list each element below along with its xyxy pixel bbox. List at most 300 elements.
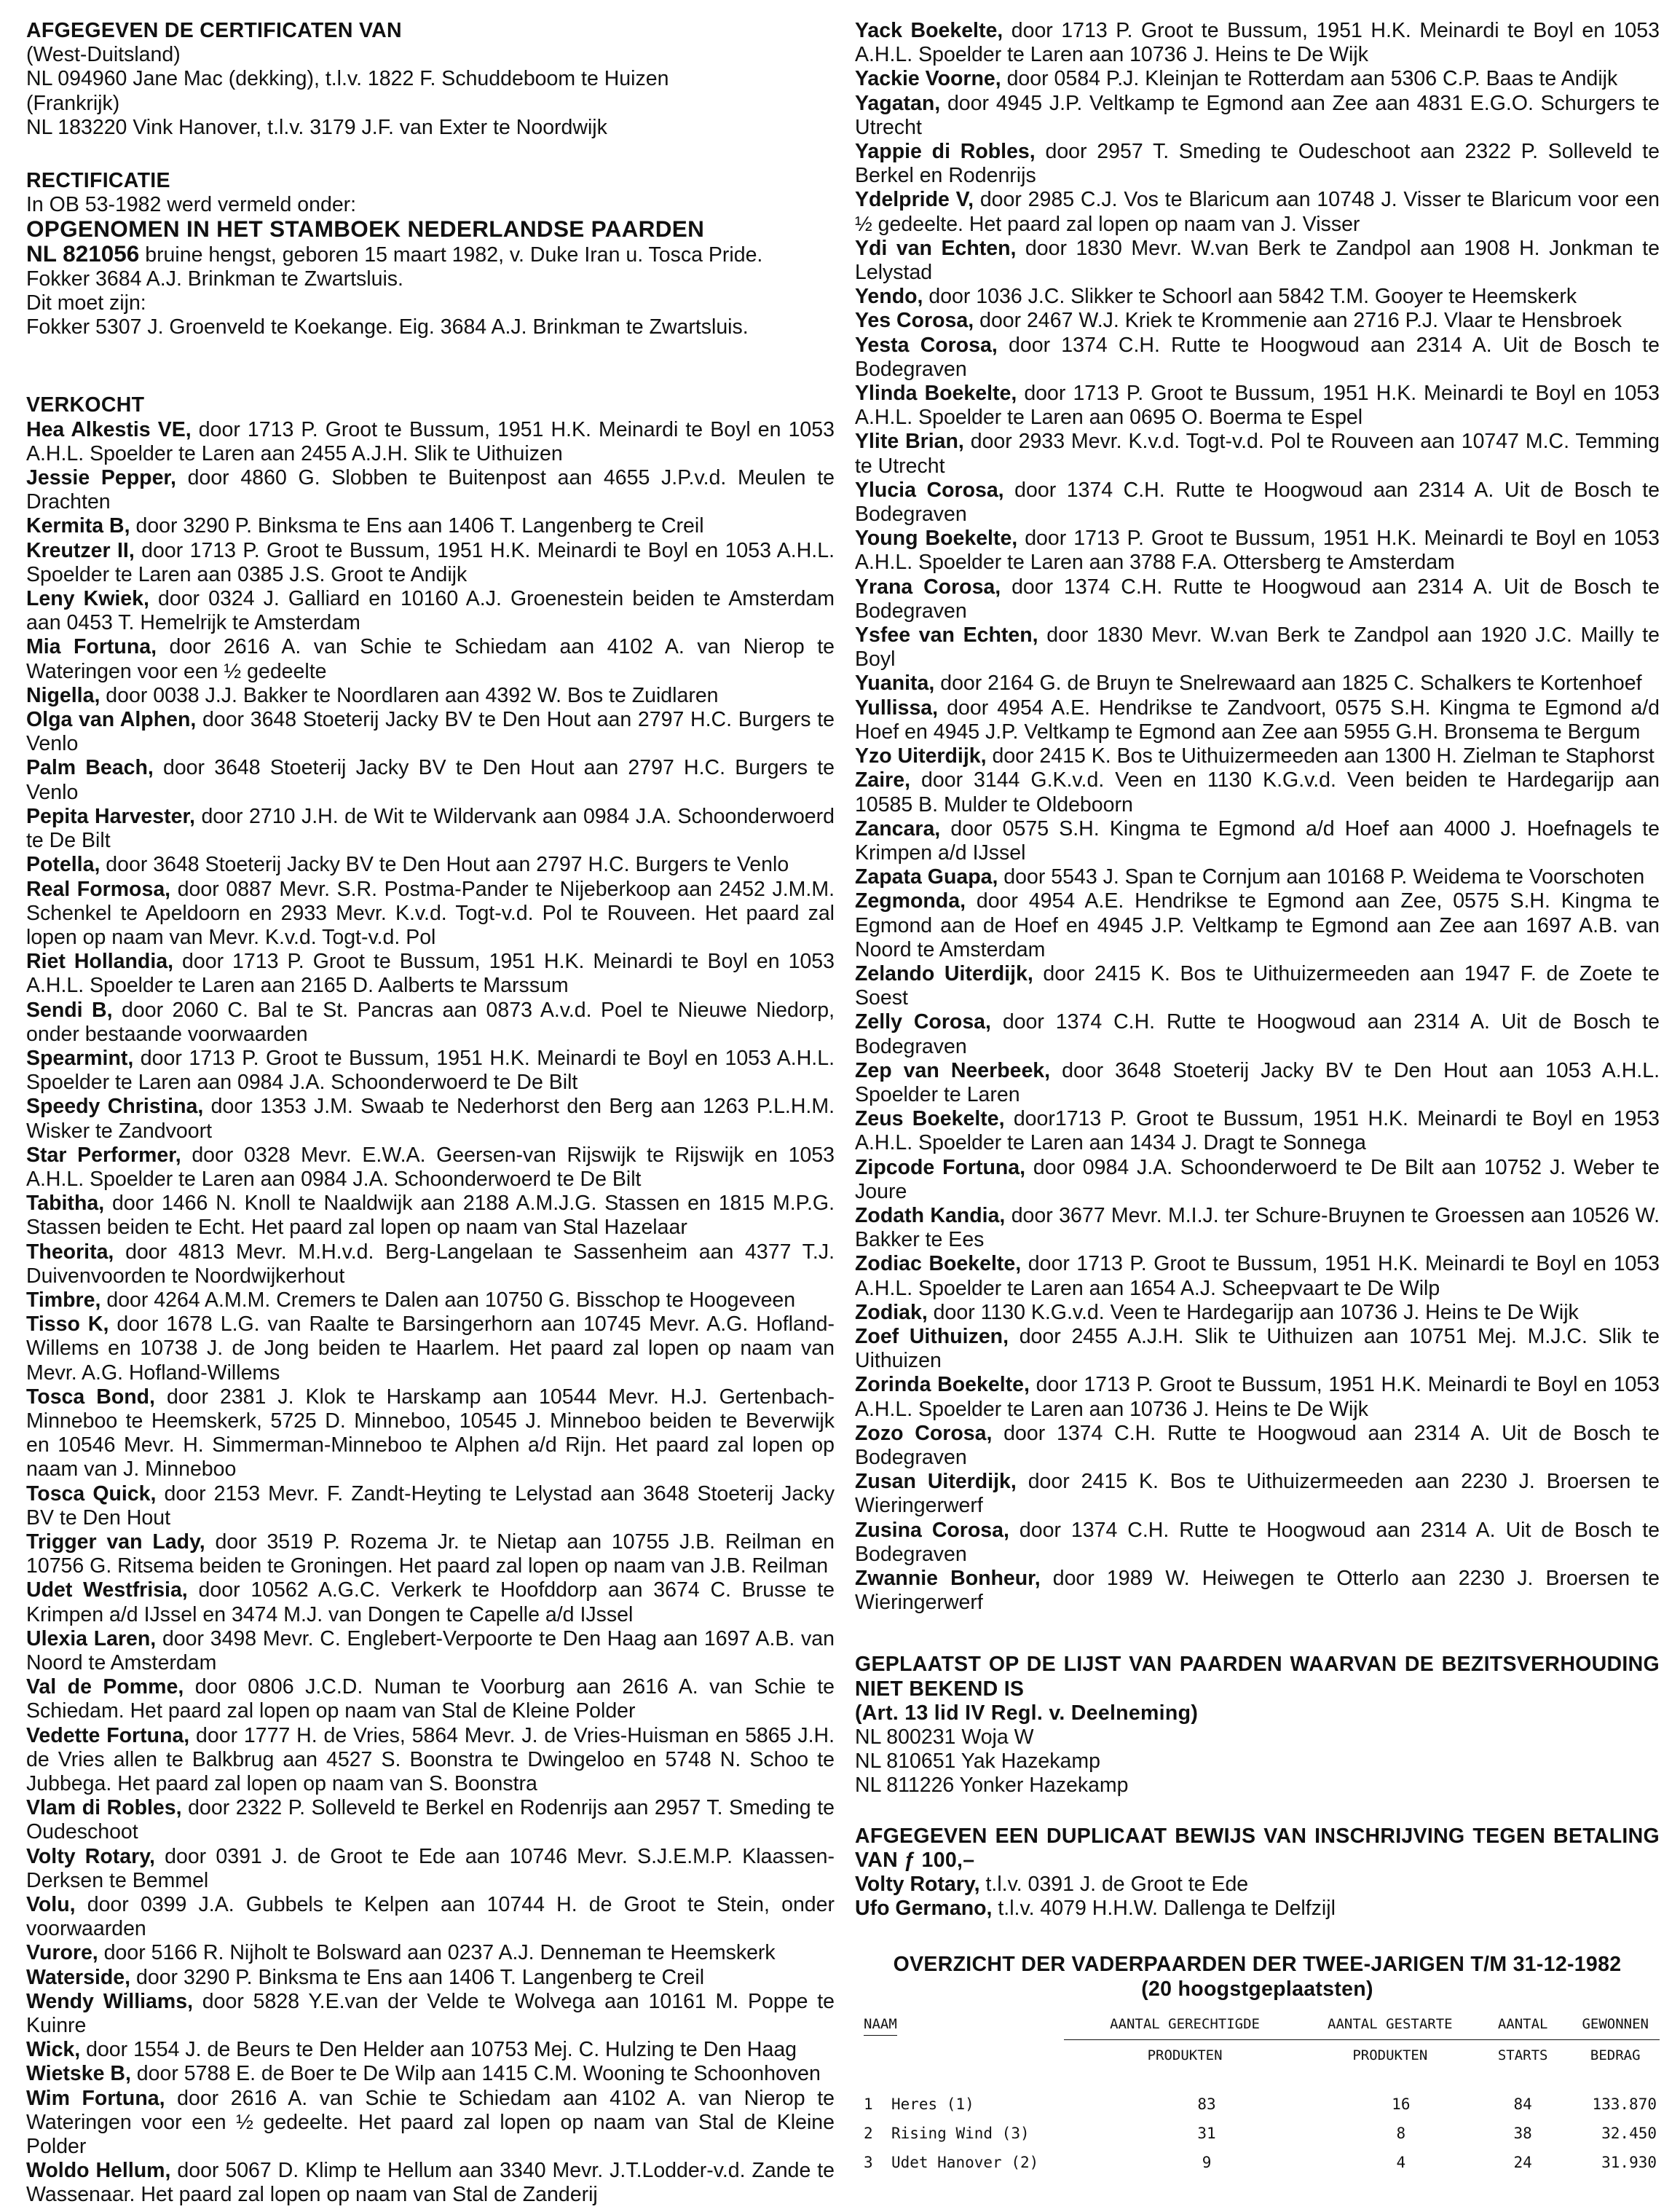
sale-details: door 5166 R. Nijholt te Bolsward aan 0237 A.J. Denneman te Heemskerk bbox=[98, 1941, 776, 1965]
sale-entry bbox=[26, 708, 835, 756]
sires-row bbox=[855, 2090, 1660, 2119]
right-column bbox=[855, 19, 1660, 2177]
sale-entry bbox=[26, 466, 835, 514]
sale-entry bbox=[26, 1192, 835, 1240]
horse-name: Mia Fortuna, bbox=[26, 635, 157, 659]
sale-entry bbox=[26, 1288, 835, 1312]
horse-name: Ydi van Echten, bbox=[855, 236, 1017, 260]
sire-gestarte: 16 bbox=[1392, 2095, 1411, 2113]
horse-name: Theorita, bbox=[26, 1240, 114, 1264]
horse-name: Olga van Alphen, bbox=[26, 708, 197, 732]
sale-entry bbox=[855, 817, 1660, 865]
sale-entry bbox=[26, 1240, 835, 1288]
sale-entry bbox=[855, 1325, 1660, 1373]
sold-section-left bbox=[26, 393, 835, 2207]
sale-details: door 1713 P. Groot te Bussum, 1951 H.K. Meinardi te Boyl en 1053 A.H.L. Spoelder te Laren aan 10736 J. Heins te De Wijk bbox=[855, 19, 1660, 67]
sale-entry bbox=[26, 1047, 835, 1095]
horse-name: Zodiak, bbox=[855, 1300, 928, 1324]
sale-details: door 3144 G.K.v.d. Veen en 1130 K.G.v.d. Veen beiden te Hardegarijp aan 10585 B. Mulder te Oldeboorn bbox=[855, 768, 1660, 816]
sale-details: door 5788 E. de Boer te De Wilp aan 1415 C.M. Wooning te Schoonhoven bbox=[130, 2062, 821, 2086]
sale-details: door 2957 T. Smeding te Oudeschoot aan 2322 P. Solleveld te Berkel en Rodenrijs bbox=[855, 140, 1660, 188]
sale-entry bbox=[855, 1567, 1660, 1615]
sale-details: door 10562 A.G.C. Verkerk te Hoofddorp aan 3674 C. Brusse te Krimpen a/d IJssel en 3474 M.J. van Dongen te Capelle a/d IJssel bbox=[26, 1578, 835, 1626]
sale-entry bbox=[855, 1373, 1660, 1421]
unknown-ownership-line: NL 800231 Woja W bbox=[855, 1725, 1034, 1749]
sale-entry bbox=[855, 1204, 1660, 1252]
horse-name: Tosca Quick, bbox=[26, 1481, 157, 1506]
horse-name: Ylite Brian, bbox=[855, 430, 964, 454]
horse-name: Tisso K, bbox=[26, 1312, 109, 1337]
col-header-starts-line1: AANTAL bbox=[1475, 2009, 1571, 2040]
horse-name: Yagatan, bbox=[855, 91, 941, 115]
sale-entry bbox=[855, 479, 1660, 527]
sale-entry bbox=[855, 672, 1660, 696]
sale-details: door 4860 G. Slobben te Buitenpost aan 4655 J.P.v.d. Meulen te Drachten bbox=[26, 466, 835, 514]
horse-name: Young Boekelte, bbox=[855, 527, 1018, 551]
sale-entry bbox=[26, 999, 835, 1047]
horse-name: Zaire, bbox=[855, 768, 911, 792]
sale-details: door 0038 J.J. Bakker te Noordlaren aan 4392 W. Bos te Zuidlaren bbox=[100, 683, 719, 707]
horse-name: Yappie di Robles, bbox=[855, 140, 1036, 164]
sale-entry bbox=[26, 1966, 835, 1990]
sires-cell bbox=[1064, 2119, 1306, 2148]
horse-name: Zapata Guapa, bbox=[855, 865, 998, 889]
sale-details: door 3648 Stoeterij Jacky BV te Den Hout aan 2797 H.C. Burgers te Venlo bbox=[26, 756, 835, 804]
col-header-gerechtigde-line2: PRODUKTEN bbox=[1147, 2047, 1223, 2063]
sale-entry bbox=[26, 1796, 835, 1844]
horse-name: Udet Westfrisia, bbox=[26, 1578, 188, 1602]
col-header-gestarte-line2: PRODUKTEN bbox=[1352, 2047, 1428, 2063]
sires-cell bbox=[1475, 2148, 1571, 2177]
horse-name: Zodiac Boekelte, bbox=[855, 1252, 1022, 1276]
sires-heading: OVERZICHT DER VADERPAARDEN DER TWEE-JARIGEN T/M 31-12-1982 bbox=[893, 1953, 1622, 1977]
sale-entry bbox=[855, 285, 1660, 309]
sale-details: door 0391 J. de Groot te Ede aan 10746 Mevr. S.J.E.M.P. Klaassen-Derksen te Bemmel bbox=[26, 1844, 835, 1892]
sires-cell bbox=[1064, 2090, 1306, 2119]
sale-entry bbox=[26, 950, 835, 998]
sale-details: door 5543 J. Span te Cornjum aan 10168 P. Weidema te Voorschoten bbox=[998, 865, 1645, 889]
sale-details: door 3290 P. Binksma te Ens aan 1406 T. Langenberg te Creil bbox=[130, 514, 704, 538]
horse-name: Tabitha, bbox=[26, 1192, 105, 1216]
sale-entry bbox=[26, 1578, 835, 1626]
sire-rank: 2 bbox=[864, 2124, 873, 2142]
col-header-starts-line2: STARTS bbox=[1497, 2047, 1548, 2063]
sale-details: door 1713 P. Groot te Bussum, 1951 H.K. Meinardi te Boyl en 1053 A.H.L. Spoelder te Laren aan 0695 O. Boerma te Espel bbox=[855, 382, 1660, 430]
horse-name: Ulexia Laren, bbox=[26, 1626, 157, 1650]
sale-entry bbox=[855, 1010, 1660, 1058]
sires-cell bbox=[1571, 2148, 1660, 2177]
sold-heading: VERKOCHT bbox=[26, 393, 145, 417]
sale-details: door 2616 A. van Schie te Schiedam aan 4102 A. van Nierop te Wateringen voor een ½ gedeelte bbox=[26, 635, 835, 683]
sale-details: door 1466 N. Knoll te Naaldwijk aan 2188 A.M.J.G. Stassen en 1815 M.P.G. Stassen beiden te Echt. Het paard zal lopen op naam van Stal Hazelaar bbox=[26, 1192, 835, 1240]
sale-details: door 1989 W. Heiwegen te Otterlo aan 2230 J. Broersen te Wieringerwerf bbox=[855, 1567, 1660, 1615]
horse-name: Woldo Hellum, bbox=[26, 2159, 171, 2183]
certificates-line: (Frankrijk) bbox=[26, 91, 120, 115]
horse-name: Real Formosa, bbox=[26, 877, 171, 901]
sale-details: door 0584 P.J. Kleinjan te Rotterdam aan 5306 C.P. Baas te Andijk bbox=[1001, 67, 1618, 91]
sale-entry bbox=[855, 768, 1660, 816]
horse-name: Yullissa, bbox=[855, 696, 939, 720]
sale-details: door 0324 J. Galliard en 10160 A.J. Groenestein beiden te Amsterdam aan 0453 T. Hemelrijk te Amsterdam bbox=[26, 587, 835, 635]
sale-entry bbox=[26, 1144, 835, 1192]
duplicate-line bbox=[855, 1873, 1660, 1897]
col-header-starts bbox=[1475, 2009, 1571, 2071]
sires-cell bbox=[1306, 2148, 1475, 2177]
sale-entry bbox=[26, 1675, 835, 1723]
rectification-horse-text: bruine hengst, geboren 15 maart 1982, v. Duke Iran u. Tosca Pride. bbox=[139, 243, 763, 267]
sold-list-left bbox=[26, 418, 835, 2208]
horse-name: Yendo, bbox=[855, 285, 923, 309]
sire-bedrag: 32.450 bbox=[1601, 2124, 1657, 2142]
unknown-ownership-section bbox=[855, 1653, 1660, 1798]
sire-name: Rising Wind (3) bbox=[891, 2124, 1030, 2142]
sale-entry bbox=[855, 1519, 1660, 1567]
horse-name: Val de Pomme, bbox=[26, 1675, 184, 1699]
horse-name: Zozo Corosa, bbox=[855, 1421, 993, 1445]
horse-name: Volty Rotary, bbox=[26, 1844, 155, 1868]
sale-entry bbox=[26, 1893, 835, 1941]
horse-name: Zancara, bbox=[855, 816, 941, 841]
sale-entry bbox=[26, 756, 835, 804]
duplicate-heading: AFGEGEVEN EEN DUPLICAAT BEWIJS VAN INSCHRIJVING TEGEN BETALING VAN ƒ 100,– bbox=[855, 1824, 1660, 1872]
sale-details: door 5067 D. Klimp te Hellum aan 3340 Mevr. J.T.Lodder-v.d. Zande te Wassenaar. Het paard zal lopen op naam van Stal de Zanderij bbox=[26, 2159, 835, 2207]
horse-name: Wick, bbox=[26, 2038, 81, 2062]
sire-starts: 24 bbox=[1513, 2153, 1532, 2171]
unknown-ownership-heading: GEPLAATST OP DE LIJST VAN PAARDEN WAARVAN DE BEZITSVERHOUDING NIET BEKEND IS bbox=[855, 1653, 1660, 1701]
sale-details: door 5828 Y.E.van der Velde te Wolvega aan 10161 M. Poppe te Kuinre bbox=[26, 1989, 835, 2038]
sale-entry bbox=[855, 623, 1660, 672]
sale-details: door 1353 J.M. Swaab te Nederhorst den Berg aan 1263 P.L.H.M. Wisker te Zandvoort bbox=[26, 1095, 835, 1143]
sale-details: door 2710 J.H. de Wit te Wildervank aan 0984 J.A. Schoonderwoerd te De Bilt bbox=[26, 804, 835, 853]
sale-entry bbox=[855, 1252, 1660, 1300]
sires-row bbox=[855, 2148, 1660, 2177]
sale-details: door 2381 J. Klok te Harskamp aan 10544 Mevr. H.J. Gertenbach-Minneboo te Heemskerk, 5725 D. Minneboo, 10545 J. Minneboo beiden te Beverwijk en 10546 Mevr. H. Simmerman-Minneboo te Alphen a/d Rijn. Het paard zal lopen op naam van J. Minneboo bbox=[26, 1385, 835, 1481]
duplicate-line-text: t.l.v. 0391 J. de Groot te Ede bbox=[979, 1873, 1249, 1897]
sale-entry bbox=[855, 1422, 1660, 1470]
sale-entry bbox=[855, 237, 1660, 285]
sale-details: door 2933 Mevr. K.v.d. Togt-v.d. Pol te Rouveen aan 10747 M.C. Temming te Utrecht bbox=[855, 430, 1660, 478]
horse-name: Sendi B, bbox=[26, 998, 113, 1022]
sale-entry bbox=[26, 878, 835, 950]
sale-details: door 1713 P. Groot te Bussum, 1951 H.K. Meinardi te Boyl en 1053 A.H.L. Spoelder te Laren aan 3788 F.A. Ottersberg te Amsterdam bbox=[855, 527, 1660, 575]
horse-name: Trigger van Lady, bbox=[26, 1530, 205, 1554]
sale-entry bbox=[855, 430, 1660, 478]
sire-gestarte: 8 bbox=[1396, 2124, 1406, 2142]
sale-entry bbox=[26, 514, 835, 538]
horse-name: Ysfee van Echten, bbox=[855, 623, 1038, 648]
horse-name: Timbre, bbox=[26, 1288, 101, 1312]
sale-details: door 0575 S.H. Kingma te Egmond a/d Hoef aan 4000 J. Hoefnagels te Krimpen a/d IJssel bbox=[855, 816, 1660, 865]
horse-name: Speedy Christina, bbox=[26, 1095, 204, 1119]
sires-cell bbox=[1475, 2119, 1571, 2148]
sale-entry bbox=[855, 1059, 1660, 1107]
sires-cell bbox=[1306, 2090, 1475, 2119]
horse-name: Yes Corosa, bbox=[855, 309, 974, 333]
horse-name: Ylucia Corosa, bbox=[855, 478, 1004, 502]
rectification-horse-id: NL 821056 bbox=[26, 240, 140, 267]
sale-entry bbox=[26, 2159, 835, 2207]
horse-name: Kreutzer II, bbox=[26, 538, 135, 562]
sale-entry bbox=[26, 1312, 835, 1385]
sale-details: door 1713 P. Groot te Bussum, 1951 H.K. Meinardi te Boyl en 1053 A.H.L. Spoelder te Laren aan 1654 A.J. Scheepvaart te De Wilp bbox=[855, 1252, 1660, 1300]
sale-details: door 1374 C.H. Rutte te Hoogwoud aan 2314 A. Uit de Bosch te Bodegraven bbox=[855, 333, 1660, 381]
sale-details: door 1374 C.H. Rutte te Hoogwoud aan 2314 A. Uit de Bosch te Bodegraven bbox=[855, 575, 1660, 623]
sale-details: door 1830 Mevr. W.van Berk te Zandpol aan 1920 J.C. Mailly te Boyl bbox=[855, 623, 1660, 672]
sale-details: door 1374 C.H. Rutte te Hoogwoud aan 2314 A. Uit de Bosch te Bodegraven bbox=[855, 1010, 1660, 1058]
sale-entry bbox=[26, 2087, 835, 2160]
horse-name: Riet Hollandia, bbox=[26, 950, 174, 974]
horse-name: Wim Fortuna, bbox=[26, 2086, 165, 2110]
sale-entry bbox=[26, 853, 835, 877]
rectification-heading: RECTIFICATIE bbox=[26, 169, 170, 193]
col-header-gewonnen-line2: BEDRAG bbox=[1590, 2047, 1641, 2063]
sale-details: door 2164 G. de Bruyn te Snelrewaard aan 1825 C. Schalkers te Kortenhoef bbox=[934, 672, 1642, 696]
sale-entry bbox=[855, 1470, 1660, 1518]
sale-details: door1713 P. Groot te Bussum, 1951 H.K. Meinardi te Boyl en 1953 A.H.L. Spoelder te Laren aan 1434 J. Dragt te Sonnega bbox=[855, 1107, 1660, 1155]
sale-entry bbox=[26, 1482, 835, 1530]
horse-name: Zorinda Boekelte, bbox=[855, 1373, 1030, 1397]
sale-details: door 2415 K. Bos te Uithuizermeeden aan 2230 J. Broersen te Wieringerwerf bbox=[855, 1470, 1660, 1518]
sale-details: door 1830 Mevr. W.van Berk te Zandpol aan 1908 H. Jonkman te Lelystad bbox=[855, 236, 1660, 285]
sale-entry bbox=[855, 962, 1660, 1010]
sale-entry bbox=[26, 805, 835, 853]
sire-gerechtigde: 83 bbox=[1197, 2095, 1216, 2113]
horse-name: Wendy Williams, bbox=[26, 1989, 193, 2013]
sires-table-body bbox=[855, 2071, 1660, 2177]
horse-name: Star Performer, bbox=[26, 1143, 181, 1167]
sires-cell bbox=[1306, 2119, 1475, 2148]
sale-details: door 3290 P. Binksma te Ens aan 1406 T. Langenberg te Creil bbox=[130, 1965, 705, 1989]
col-header-gestarte-line1: AANTAL GESTARTE bbox=[1306, 2009, 1475, 2040]
col-header-gestarte bbox=[1306, 2009, 1475, 2071]
sale-details: door 1130 K.G.v.d. Veen te Hardegarijp aan 10736 J. Heins te De Wijk bbox=[927, 1300, 1579, 1324]
horse-name: Ylinda Boekelte, bbox=[855, 382, 1017, 406]
sire-gestarte: 4 bbox=[1396, 2153, 1406, 2171]
horse-name: Zelando Uiterdijk, bbox=[855, 961, 1033, 985]
sold-list-right bbox=[855, 19, 1660, 1615]
horse-name: Volu, bbox=[26, 1893, 76, 1917]
rectification-line: Fokker 5307 J. Groenveld te Koekange. Eig. 3684 A.J. Brinkman te Zwartsluis. bbox=[26, 315, 749, 339]
rectification-line: Fokker 3684 A.J. Brinkman te Zwartsluis. bbox=[26, 267, 403, 291]
sale-entry bbox=[855, 575, 1660, 623]
horse-name: Leny Kwiek, bbox=[26, 587, 149, 611]
horse-name: Yackie Voorne, bbox=[855, 67, 1001, 91]
horse-name: Yrana Corosa, bbox=[855, 575, 1001, 599]
sire-gerechtigde: 31 bbox=[1197, 2124, 1216, 2142]
sale-details: door 4954 A.E. Hendrikse te Egmond aan Zee, 0575 S.H. Kingma te Egmond aan de Hoef en 4945 J.P. Veltkamp te Egmond aan Zee aan 1697 A.B. van Noord te Amsterdam bbox=[855, 889, 1660, 961]
horse-name: Pepita Harvester, bbox=[26, 804, 195, 828]
sale-entry bbox=[26, 2062, 835, 2086]
horse-name: Zoef Uithuizen, bbox=[855, 1324, 1009, 1348]
horse-name: Zipcode Fortuna, bbox=[855, 1155, 1026, 1179]
sale-details: door 1374 C.H. Rutte te Hoogwoud aan 2314 A. Uit de Bosch te Bodegraven bbox=[855, 1518, 1660, 1566]
sold-section-right bbox=[855, 19, 1660, 1615]
sale-details: door 0887 Mevr. S.R. Postma-Pander te Nijeberkoop aan 2452 J.M.M. Schenkel te Apeldoorn en 2933 Mevr. K.v.d. Togt-v.d. Pol te Rouveen. Het paard zal lopen op naam van Mevr. K.v.d. Togt-v.d. Pol bbox=[26, 877, 835, 949]
horse-name: Hea Alkestis VE, bbox=[26, 417, 192, 441]
sale-entry bbox=[855, 309, 1660, 333]
sale-entry bbox=[26, 1627, 835, 1675]
sale-details: door 4945 J.P. Veltkamp te Egmond aan Zee aan 4831 E.G.O. Schurgers te Utrecht bbox=[855, 91, 1660, 139]
sale-entry bbox=[26, 1990, 835, 2038]
horse-name: Ydelpride V, bbox=[855, 188, 974, 212]
sale-details: door 3648 Stoeterij Jacky BV te Den Hout aan 2797 H.C. Burgers te Venlo bbox=[26, 708, 835, 756]
certificates-line: NL 094960 Jane Mac (dekking), t.l.v. 1822 F. Schuddeboom te Huizen bbox=[26, 67, 669, 91]
horse-name: Zegmonda, bbox=[855, 889, 966, 913]
horse-name: Vurore, bbox=[26, 1941, 98, 1965]
sale-details: door 2415 K. Bos te Uithuizermeeden aan 1947 F. de Zoete te Soest bbox=[855, 961, 1660, 1010]
horse-name: Zelly Corosa, bbox=[855, 1010, 991, 1034]
sale-details: door 1713 P. Groot te Bussum, 1951 H.K. Meinardi te Boyl en 1053 A.H.L. Spoelder te Laren aan 2165 D. Aalberts te Marssum bbox=[26, 950, 835, 998]
sires-subheading: (20 hoogstgeplaatsten) bbox=[1141, 1977, 1373, 2001]
sale-entry bbox=[855, 744, 1660, 768]
sale-entry bbox=[855, 382, 1660, 430]
duplicate-horse-name: Volty Rotary, bbox=[855, 1873, 980, 1897]
horse-name: Potella, bbox=[26, 853, 100, 877]
sires-cell bbox=[1064, 2148, 1306, 2177]
col-header-gewonnen bbox=[1571, 2009, 1660, 2071]
sale-entry bbox=[26, 418, 835, 466]
sale-entry bbox=[855, 67, 1660, 91]
sale-entry bbox=[26, 587, 835, 635]
sale-details: door 2153 Mevr. F. Zandt-Heyting te Lelystad aan 3648 Stoeterij Jacky BV te Den Hout bbox=[26, 1481, 835, 1530]
sale-details: door 1713 P. Groot te Bussum, 1951 H.K. Meinardi te Boyl en 1053 A.H.L. Spoelder te Laren aan 2455 A.J.H. Slik te Uithuizen bbox=[26, 417, 835, 465]
sale-entry bbox=[855, 696, 1660, 744]
sale-details: door 2467 W.J. Kriek te Krommenie aan 2716 P.J. Vlaar te Hensbroek bbox=[974, 309, 1622, 333]
sale-details: door 0328 Mevr. E.W.A. Geersen-van Rijswijk te Rijswijk en 1053 A.H.L. Spoelder te Laren aan 0984 J.A. Schoonderwoerd te De Bilt bbox=[26, 1143, 835, 1191]
unknown-ownership-line: NL 811226 Yonker Hazekamp bbox=[855, 1774, 1129, 1798]
sire-bedrag: 133.870 bbox=[1592, 2095, 1657, 2113]
sale-details: door 2455 A.J.H. Slik te Uithuizen aan 10751 Mej. M.J.C. Slik te Uithuizen bbox=[855, 1324, 1660, 1373]
unknown-ownership-sub: (Art. 13 lid IV Regl. v. Deelneming) bbox=[855, 1701, 1199, 1725]
sale-entry bbox=[855, 889, 1660, 962]
sale-entry bbox=[26, 2038, 835, 2062]
certificates-line: NL 183220 Vink Hanover, t.l.v. 3179 J.F. van Exter te Noordwijk bbox=[26, 115, 607, 139]
sale-entry bbox=[26, 684, 835, 708]
sale-entry bbox=[26, 1724, 835, 1797]
rectification-intro: In OB 53-1982 werd vermeld onder: bbox=[26, 193, 357, 217]
sale-details: door 0399 J.A. Gubbels te Kelpen aan 10744 H. de Groot te Stein, onder voorwaarden bbox=[26, 1893, 835, 1941]
sale-entry bbox=[26, 1845, 835, 1893]
sale-details: door 4954 A.E. Hendrikse te Zandvoort, 0575 S.H. Kingma te Egmond a/d Hoef en 4945 J.P. Veltkamp te Egmond aan Zee aan 5955 G.H. Bronsema te Bergum bbox=[855, 696, 1660, 744]
sale-entry bbox=[26, 635, 835, 683]
sire-bedrag: 31.930 bbox=[1601, 2153, 1657, 2171]
rectification-section bbox=[26, 169, 835, 339]
sires-cell bbox=[1475, 2090, 1571, 2119]
horse-name: Yzo Uiterdijk, bbox=[855, 744, 987, 768]
table-spacer bbox=[855, 2071, 1660, 2090]
sire-starts: 84 bbox=[1513, 2095, 1532, 2113]
sire-name: Heres (1) bbox=[891, 2095, 974, 2113]
left-column bbox=[26, 19, 835, 2208]
sale-details: door 1374 C.H. Rutte te Hoogwoud aan 2314 A. Uit de Bosch te Bodegraven bbox=[855, 478, 1660, 527]
sale-details: door 2985 C.J. Vos te Blaricum aan 10748 J. Visser te Blaricum voor een ½ gedeelte. Het paard zal lopen op naam van J. Visser bbox=[855, 188, 1660, 236]
col-header-gerechtigde bbox=[1064, 2009, 1306, 2071]
col-header-gerechtigde-line1: AANTAL GERECHTIGDE bbox=[1064, 2009, 1306, 2040]
sire-gerechtigde: 9 bbox=[1202, 2153, 1212, 2171]
horse-name: Yack Boekelte, bbox=[855, 19, 1003, 42]
horse-name: Zodath Kandia, bbox=[855, 1203, 1006, 1227]
sire-starts: 38 bbox=[1513, 2124, 1532, 2142]
horse-name: Zep van Neerbeek, bbox=[855, 1058, 1051, 1082]
rectification-line: Dit moet zijn: bbox=[26, 291, 146, 315]
col-header-naam-text: NAAM bbox=[864, 2013, 897, 2036]
horse-name: Jessie Pepper, bbox=[26, 466, 176, 490]
sale-details: door 0984 J.A. Schoonderwoerd te De Bilt aan 10752 J. Weber te Joure bbox=[855, 1155, 1660, 1203]
rectification-horse bbox=[26, 242, 835, 267]
horse-name: Nigella, bbox=[26, 683, 100, 707]
sale-details: door 1713 P. Groot te Bussum, 1951 H.K. Meinardi te Boyl en 1053 A.H.L. Spoelder te Laren aan 0984 J.A. Schoonderwoerd te De Bilt bbox=[26, 1046, 835, 1095]
sires-cell bbox=[855, 2119, 1064, 2148]
sale-entry bbox=[26, 1385, 835, 1482]
sale-entry bbox=[855, 188, 1660, 236]
sale-details: door 3677 Mevr. M.I.J. ter Schure-Bruynen te Groessen aan 10526 W. Bakker te Ees bbox=[855, 1203, 1660, 1252]
sires-section bbox=[855, 1953, 1660, 2176]
unknown-ownership-line: NL 810651 Yak Hazekamp bbox=[855, 1749, 1100, 1774]
duplicate-horse-name: Ufo Germano, bbox=[855, 1897, 993, 1921]
duplicate-line-text: t.l.v. 4079 H.H.W. Dallenga te Delfzijl bbox=[992, 1897, 1336, 1921]
certificates-section bbox=[26, 19, 835, 140]
horse-name: Tosca Bond, bbox=[26, 1385, 155, 1409]
horse-name: Spearmint, bbox=[26, 1046, 134, 1070]
certificates-line: (West-Duitsland) bbox=[26, 43, 181, 67]
sale-entry bbox=[855, 334, 1660, 382]
duplicate-line bbox=[855, 1897, 1660, 1921]
sale-details: door 1036 J.C. Slikker te Schoorl aan 5842 T.M. Gooyer te Heemskerk bbox=[923, 285, 1577, 309]
sale-entry bbox=[855, 527, 1660, 575]
sale-details: door 2415 K. Bos te Uithuizermeeden aan 1300 H. Zielman te Staphorst bbox=[986, 744, 1655, 768]
sires-cell bbox=[1571, 2119, 1660, 2148]
horse-name: Zusina Corosa, bbox=[855, 1518, 1009, 1542]
horse-name: Kermita B, bbox=[26, 514, 130, 538]
sale-entry bbox=[26, 539, 835, 587]
sale-entry bbox=[855, 92, 1660, 140]
sale-details: door 1554 J. de Beurs te Den Helder aan 10753 Mej. C. Hulzing te Den Haag bbox=[80, 2038, 797, 2062]
sires-cell bbox=[855, 2148, 1064, 2177]
sale-details: door 3648 Stoeterij Jacky BV te Den Hout aan 2797 H.C. Burgers te Venlo bbox=[100, 853, 789, 877]
sire-rank: 1 bbox=[864, 2095, 873, 2113]
sale-details: door 2322 P. Solleveld te Berkel en Rodenrijs aan 2957 T. Smeding te Oudeschoot bbox=[26, 1796, 835, 1844]
horse-name: Zeus Boekelte, bbox=[855, 1107, 1005, 1131]
horse-name: Vedette Fortuna, bbox=[26, 1723, 190, 1747]
sale-details: door 4264 A.M.M. Cremers te Dalen aan 10750 G. Bisschop te Hoogeveen bbox=[100, 1288, 796, 1312]
sale-details: door 1374 C.H. Rutte te Hoogwoud aan 2314 A. Uit de Bosch te Bodegraven bbox=[855, 1421, 1660, 1469]
horse-name: Yuanita, bbox=[855, 672, 935, 696]
sale-details: door 3519 P. Rozema Jr. te Nietap aan 10755 J.B. Reilman en 10756 G. Ritsema beiden te Groningen. Het paard zal lopen op naam van J.B. Reilman bbox=[26, 1530, 835, 1578]
sires-cell bbox=[855, 2090, 1064, 2119]
sire-rank: 3 bbox=[864, 2153, 873, 2171]
sires-row bbox=[855, 2119, 1660, 2148]
sale-entry bbox=[855, 1107, 1660, 1155]
horse-name: Yesta Corosa, bbox=[855, 333, 998, 357]
sale-entry bbox=[26, 1530, 835, 1578]
certificates-heading: AFGEGEVEN DE CERTIFICATEN VAN bbox=[26, 19, 402, 42]
sale-entry bbox=[26, 1095, 835, 1143]
sale-details: door 1777 H. de Vries, 5864 Mevr. J. de Vries-Huisman en 5865 J.H. de Vries allen te Balkbrug aan 4527 S. Boonstra te Dwingeloo en 5748 N. Schoo te Jubbega. Het paard zal lopen op naam van S. Boonstra bbox=[26, 1723, 835, 1796]
sires-header-row bbox=[855, 2009, 1660, 2071]
sale-details: door 4813 Mevr. M.H.v.d. Berg-Langelaan te Sassenheim aan 4377 T.J. Duivenvoorden te Noordwijkerhout bbox=[26, 1240, 835, 1288]
horse-name: Vlam di Robles, bbox=[26, 1796, 182, 1820]
sale-details: door 0806 J.C.D. Numan te Voorburg aan 2616 A. van Schie te Schiedam. Het paard zal lopen op naam van Stal de Kleine Polder bbox=[26, 1675, 835, 1723]
sale-details: door 2060 C. Bal te St. Pancras aan 0873 A.v.d. Poel te Nieuwe Niedorp, onder bestaande voorwaarden bbox=[26, 998, 835, 1046]
horse-name: Waterside, bbox=[26, 1965, 131, 1989]
sale-details: door 1678 L.G. van Raalte te Barsingerhorn aan 10745 Mevr. A.G. Hofland-Willems en 10738 J. de Jong beiden te Haarlem. Het paard zal lopen op naam van Mevr. A.G. Hofland-Willems bbox=[26, 1312, 835, 1385]
sale-details: door 2616 A. van Schie te Schiedam aan 4102 A. van Nierop te Wateringen voor een ½ gedeelte. Het paard zal lopen op naam van Stal de Kleine Polder bbox=[26, 2086, 835, 2159]
duplicate-section bbox=[855, 1825, 1660, 1921]
sale-entry bbox=[855, 19, 1660, 67]
sale-entry bbox=[855, 1301, 1660, 1325]
sale-entry bbox=[26, 1941, 835, 1965]
horse-name: Zusan Uiterdijk, bbox=[855, 1470, 1017, 1494]
